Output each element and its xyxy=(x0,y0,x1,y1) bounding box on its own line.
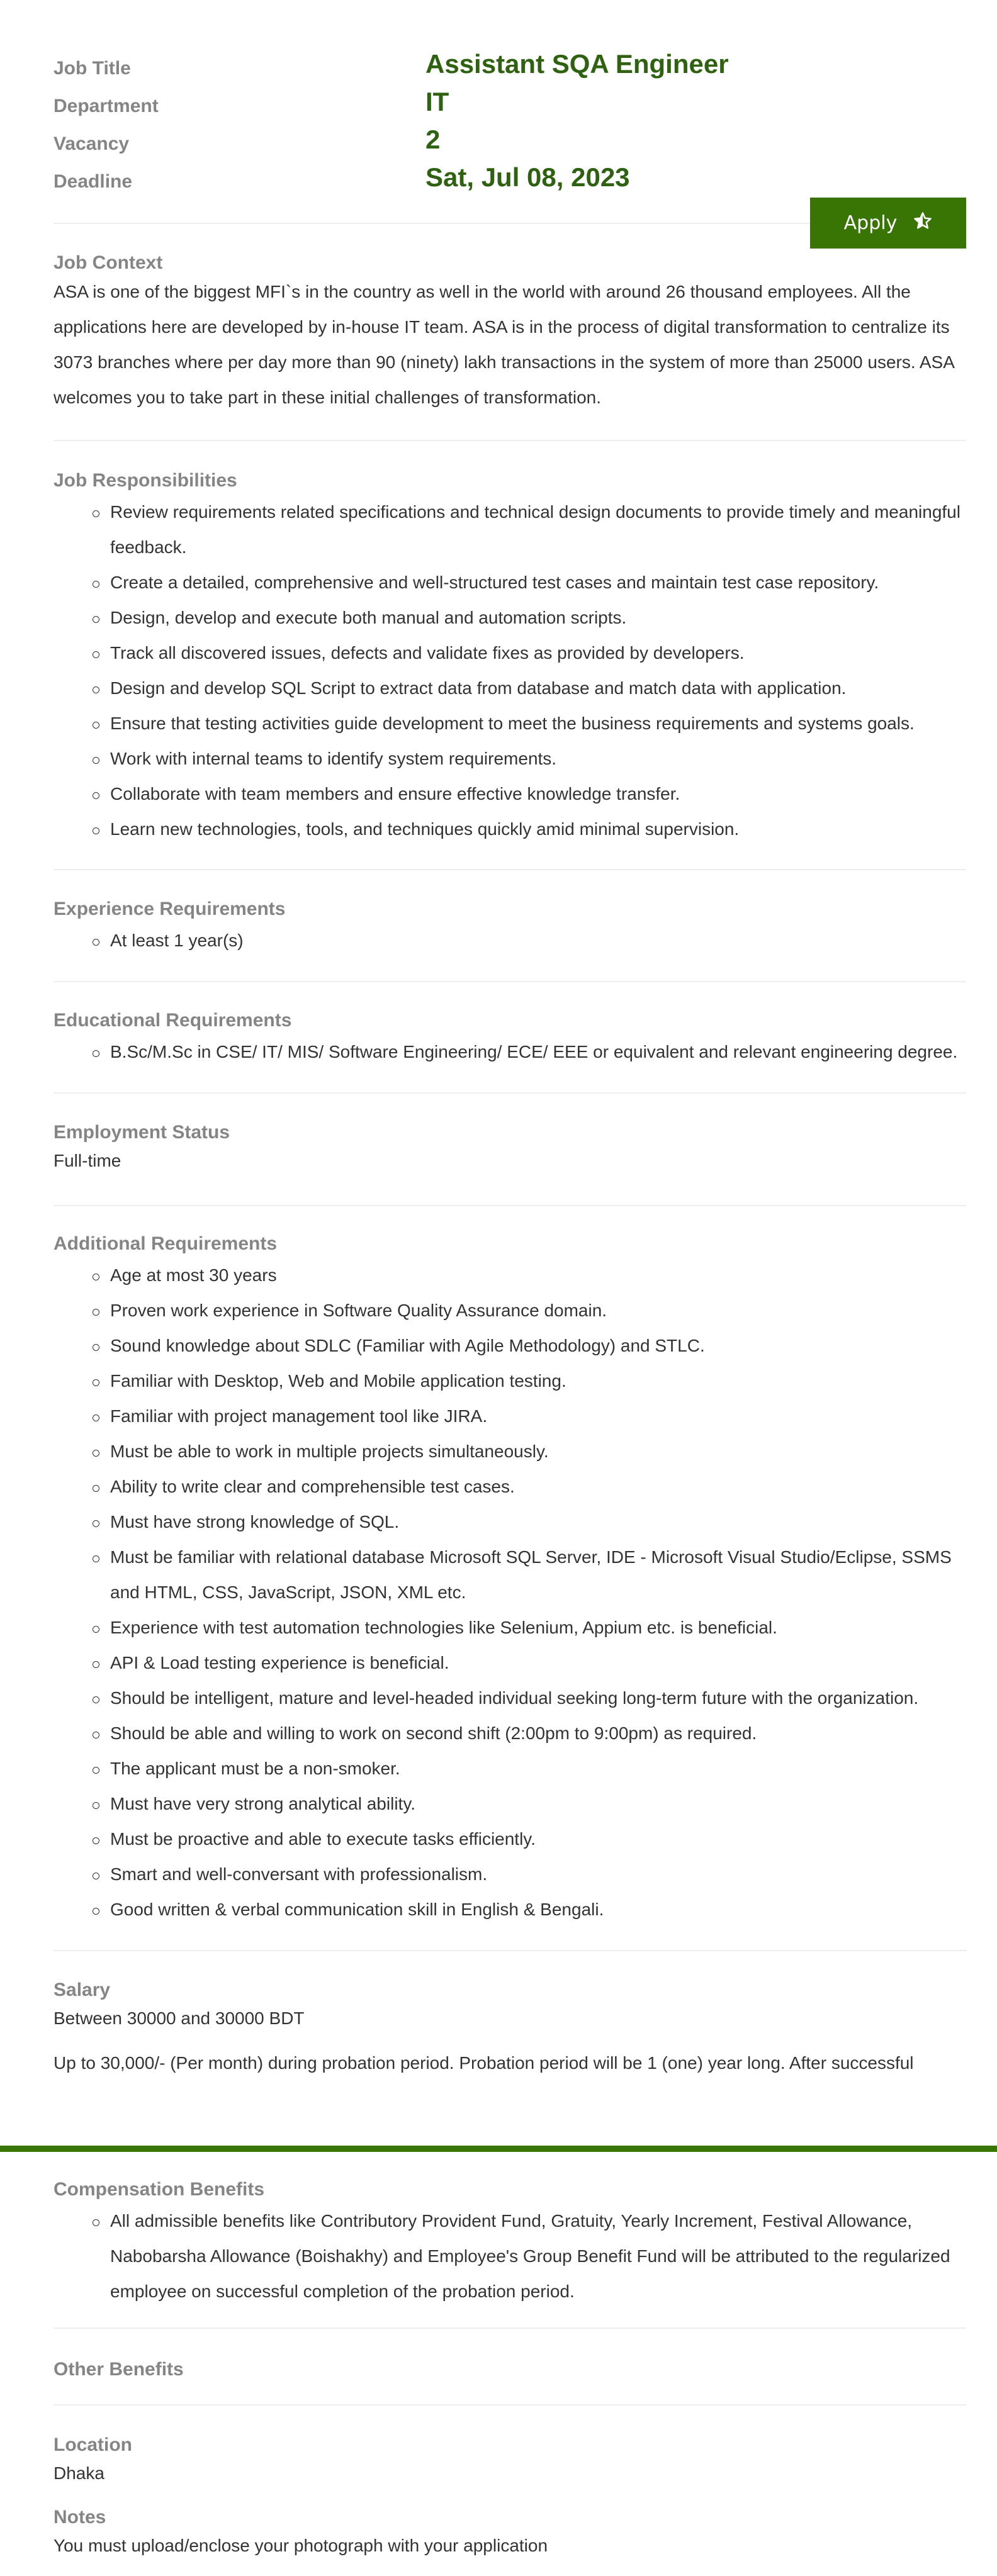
list-item: Good written & verbal communication skill in English & Bengali. xyxy=(110,1892,966,1927)
list-item: Design, develop and execute both manual and automation scripts. xyxy=(110,600,966,636)
education-title: Educational Requirements xyxy=(54,1010,292,1031)
department-label: Department xyxy=(54,96,159,116)
responsibilities-section xyxy=(54,467,966,847)
list-item: Track all discovered issues, defects and validate fixes as provided by developers. xyxy=(110,636,966,671)
education-section xyxy=(54,1007,966,1070)
list-item: All admissible benefits like Contributory Provident Fund, Gratuity, Yearly Increment, Festival Allowance, Nabobarsha Allowance (Boishakhy) and Employee's Group Benefit Fund will be attributed to the regularized employee on successful completion of the probation period. xyxy=(110,2204,966,2309)
list-item: Sound knowledge about SDLC (Familiar with Agile Methodology) and STLC. xyxy=(110,1328,966,1364)
employment-status-value: Full-time xyxy=(54,1151,121,1170)
notes-value: You must upload/enclose your photograph with your application xyxy=(54,2536,548,2555)
location-title: Location xyxy=(54,2434,132,2455)
list-item: Design and develop SQL Script to extract data from database and match data with application. xyxy=(110,671,966,706)
employment-status-section xyxy=(54,1119,966,1175)
education-list xyxy=(54,1034,966,1070)
list-item: Must have strong knowledge of SQL. xyxy=(110,1504,966,1540)
deadline-row xyxy=(54,162,966,200)
list-item: Must have very strong analytical ability. xyxy=(110,1786,966,1822)
deadline-value: Sat, Jul 08, 2023 xyxy=(425,162,630,192)
list-item: Should be intelligent, mature and level-headed individual seeking long-term future with the organization. xyxy=(110,1681,966,1716)
job-context-section xyxy=(54,249,966,415)
apply-button[interactable] xyxy=(810,198,966,249)
list-item: Ability to write clear and comprehensible test cases. xyxy=(110,1469,966,1504)
list-item: Familiar with project management tool like JIRA. xyxy=(110,1399,966,1434)
list-item: Work with internal teams to identify system requirements. xyxy=(110,741,966,776)
responsibilities-title: Job Responsibilities xyxy=(54,470,237,491)
list-item: Smart and well-conversant with professionalism. xyxy=(110,1857,966,1892)
list-item: The applicant must be a non-smoker. xyxy=(110,1751,966,1786)
compensation-list xyxy=(54,2204,966,2309)
job-title-value: Assistant SQA Engineer xyxy=(425,49,729,79)
list-item: Experience with test automation technologies like Selenium, Appium etc. is beneficial. xyxy=(110,1610,966,1645)
apply-label: Apply xyxy=(843,212,898,234)
responsibilities-list xyxy=(54,495,966,847)
experience-title: Experience Requirements xyxy=(54,899,286,919)
divider xyxy=(54,869,966,870)
divider xyxy=(54,2327,966,2329)
job-context-title: Job Context xyxy=(54,252,163,273)
list-item: Familiar with Desktop, Web and Mobile application testing. xyxy=(110,1364,966,1399)
list-item: Age at most 30 years xyxy=(110,1258,966,1293)
divider xyxy=(54,981,966,982)
list-item: Must be able to work in multiple projects simultaneously. xyxy=(110,1434,966,1469)
job-title-label: Job Title xyxy=(54,58,131,79)
compensation-title: Compensation Benefits xyxy=(54,2179,265,2200)
divider xyxy=(54,2404,966,2405)
other-benefits-title: Other Benefits xyxy=(54,2359,184,2380)
experience-list xyxy=(54,923,966,958)
salary-section xyxy=(54,1976,966,2081)
list-item: B.Sc/M.Sc in CSE/ IT/ MIS/ Software Engineering/ ECE/ EEE or equivalent and relevant engineering degree. xyxy=(110,1034,966,1070)
vacancy-value: 2 xyxy=(425,125,441,154)
list-item: Review requirements related specifications and technical design documents to provide timely and meaningful feedback. xyxy=(110,495,966,565)
location-value: Dhaka xyxy=(54,2463,104,2483)
list-item: Should be able and willing to work on second shift (2:00pm to 9:00pm) as required. xyxy=(110,1716,966,1751)
job-title-row xyxy=(54,49,966,87)
notes-title: Notes xyxy=(54,2507,106,2528)
list-item: Create a detailed, comprehensive and well-structured test cases and maintain test case repository. xyxy=(110,565,966,600)
salary-note: Up to 30,000/- (Per month) during probation period. Probation period will be 1 (one) year long. After successful xyxy=(54,2053,914,2073)
other-benefits-section xyxy=(54,2356,966,2383)
deadline-label: Deadline xyxy=(54,171,133,192)
list-item: Must be proactive and able to execute tasks efficiently. xyxy=(110,1822,966,1857)
divider xyxy=(54,1205,966,1206)
additional-requirements-title: Additional Requirements xyxy=(54,1233,278,1254)
list-item: Collaborate with team members and ensure effective knowledge transfer. xyxy=(110,776,966,812)
employment-status-title: Employment Status xyxy=(54,1122,230,1143)
divider xyxy=(54,1950,966,1951)
divider xyxy=(54,440,966,441)
vacancy-row xyxy=(54,125,966,162)
job-context-text: ASA is one of the biggest MFI`s in the country as well in the world with around 26 thousand employees. All the applications here are developed by in-house IT team. ASA is in the process of digital transformation to centralize its 3073 branches where per day more than 90 (ninety) lakh transactions in the system of more than 25000 users. ASA welcomes you to take part in these initial challenges of transformation. xyxy=(54,282,954,407)
location-section xyxy=(54,2431,966,2488)
department-value: IT xyxy=(425,87,449,116)
list-item: At least 1 year(s) xyxy=(110,923,966,958)
divider xyxy=(54,1092,966,1094)
list-item: API & Load testing experience is beneficial. xyxy=(110,1645,966,1681)
list-item: Ensure that testing activities guide development to meet the business requirements and systems goals. xyxy=(110,706,966,741)
additional-requirements-list xyxy=(54,1258,966,1927)
salary-range: Between 30000 and 30000 BDT xyxy=(54,2008,305,2028)
department-row xyxy=(54,87,966,125)
list-item: Learn new technologies, tools, and techniques quickly amid minimal supervision. xyxy=(110,812,966,847)
experience-section xyxy=(54,895,966,958)
salary-title: Salary xyxy=(54,1980,111,2000)
additional-requirements-section xyxy=(54,1230,966,1927)
vacancy-label: Vacancy xyxy=(54,133,130,154)
notes-section xyxy=(54,2504,966,2560)
list-item: Proven work experience in Software Quality Assurance domain. xyxy=(110,1293,966,1328)
compensation-section xyxy=(54,2176,966,2309)
accent-bar xyxy=(0,2146,997,2152)
star-half-icon xyxy=(913,211,932,235)
list-item: Must be familiar with relational database Microsoft SQL Server, IDE - Microsoft Visual Studio/Eclipse, SSMS and HTML, CSS, JavaScript, JSON, XML etc. xyxy=(110,1540,966,1610)
